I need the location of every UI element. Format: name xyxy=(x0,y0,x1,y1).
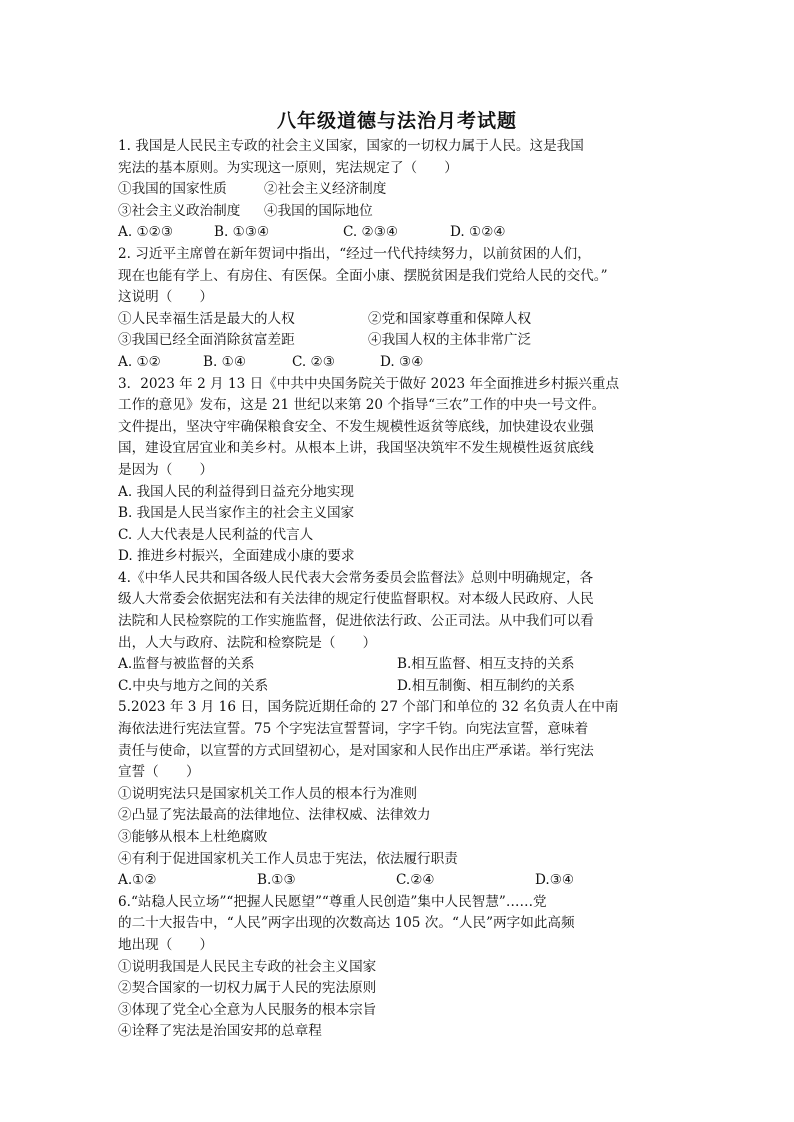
question-3 xyxy=(118,374,690,568)
question-1 xyxy=(118,136,690,244)
question-stem-line: 4.《中华人民共和国各级人民代表大会常务委员会监督法》总则中明确规定，各 xyxy=(118,569,594,586)
answer-option: B. ①③④ xyxy=(214,224,270,241)
statement-item: ②党和国家尊重和保障人权 xyxy=(368,310,532,327)
option-row xyxy=(118,676,690,698)
exam-body xyxy=(118,136,690,1043)
answer-option: B.①③ xyxy=(257,872,296,889)
question-stem-line: 现在也能有学上、有房住、有医保。全面小康、摆脱贫困是我们党给人民的交代。” xyxy=(118,267,608,284)
answer-option: D.相互制衡、相互制约的关系 xyxy=(397,677,575,694)
answer-option: D. ①②④ xyxy=(450,224,506,241)
answer-option: A. 我国人民的利益得到日益充分地实现 xyxy=(118,483,354,500)
answer-option: D. 推进乡村振兴，全面建成小康的要求 xyxy=(118,548,355,565)
answer-option: A. ①②③ xyxy=(118,224,174,241)
question-stem-line: 国，建设宜居宜业和美乡村。从根本上讲，我国坚决筑牢不发生规模性返贫底线 xyxy=(118,440,594,457)
statement-item: ①我国的国家性质 xyxy=(118,181,227,198)
question-stem-line: 宣誓（ ） xyxy=(118,764,200,781)
answer-option: C. ②③④ xyxy=(343,224,399,241)
statement-item: ③体现了党全心全意为人民服务的根本宗旨 xyxy=(118,1001,377,1018)
question-stem-line: 出，人大与政府、法院和检察院是（ ） xyxy=(118,634,377,651)
statement-item: ④我国人权的主体非常广泛 xyxy=(368,332,532,349)
statement-row xyxy=(118,309,690,331)
statement-item: ②社会主义经济制度 xyxy=(264,181,387,198)
statement-row xyxy=(118,179,690,201)
option-row xyxy=(118,352,690,374)
statement-item: ④诠释了宪法是治国安邦的总章程 xyxy=(118,1023,322,1040)
question-stem-line: 地出现（ ） xyxy=(118,936,214,953)
answer-option: A.监督与被监督的关系 xyxy=(118,656,255,673)
statement-item: ②凸显了宪法最高的法律地位、法律权威、法律效力 xyxy=(118,807,431,824)
question-stem-line: 海依法进行宪法宣誓。75 个字宪法宣誓誓词，字字千钧。向宪法宣誓，意味着 xyxy=(118,721,589,738)
answer-option: B.相互监督、相互支持的关系 xyxy=(397,656,575,673)
statement-row xyxy=(118,201,690,223)
question-stem-line: 是因为（ ） xyxy=(118,461,214,478)
answer-option: D.③④ xyxy=(535,872,575,889)
statement-row xyxy=(118,330,690,352)
question-stem-line: 的二十大报告中，“人民”两字出现的次数高达 105 次。“人民”两字如此高频 xyxy=(118,915,575,932)
answer-option: B. 我国是人民当家作主的社会主义国家 xyxy=(118,505,355,522)
answer-option: C. ②③ xyxy=(292,353,335,370)
statement-item: ①说明我国是人民民主专政的社会主义国家 xyxy=(118,958,377,975)
answer-option: C.②④ xyxy=(396,872,435,889)
option-row xyxy=(118,654,690,676)
question-stem-line: 责任与使命，以宣誓的方式回望初心，是对国家和人民作出庄严承诺。举行宪法 xyxy=(118,742,594,759)
statement-item: ④我国的国际地位 xyxy=(264,202,373,219)
answer-option: A.①② xyxy=(118,872,157,889)
question-stem-line: 级人大常委会依据宪法和有关法律的规定行使监督职权。对本级人民政府、人民 xyxy=(118,591,594,608)
statement-item: ③社会主义政治制度 xyxy=(118,202,241,219)
question-6 xyxy=(118,892,690,1043)
question-stem-line: 2. 习近平主席曾在新年贺词中指出，“经过一代代持续努力，以前贫困的人们， xyxy=(118,245,591,262)
question-stem-line: 工作的意见》发布，这是 21 世纪以来第 20 个指导“三农”工作的中央一号文件。 xyxy=(118,397,606,414)
question-stem-line: 法院和人民检察院的工作实施监督，促进依法行政、公正司法。从中我们可以看 xyxy=(118,613,594,630)
statement-item: ③能够从根本上杜绝腐败 xyxy=(118,829,268,845)
question-stem-line: 文件提出，坚决守牢确保粮食安全、不发生规模性返贫等底线，加快建设农业强 xyxy=(118,418,594,435)
question-stem-line: 这说明（ ） xyxy=(118,289,214,306)
option-row xyxy=(118,870,690,892)
option-row xyxy=(118,222,690,244)
answer-option: B. ①④ xyxy=(203,353,247,370)
answer-option: D. ③④ xyxy=(380,353,424,370)
answer-option: C.中央与地方之间的关系 xyxy=(118,677,269,694)
answer-option: A. ①② xyxy=(118,353,161,370)
statement-item: ④有利于促进国家机关工作人员忠于宪法，依法履行职责 xyxy=(118,850,458,867)
question-stem-line: 3．2023 年 2 月 13 日《中共中央国务院关于做好 2023 年全面推进乡村振兴重点 xyxy=(118,375,620,392)
question-stem-line: 5.2023 年 3 月 16 日，国务院近期任命的 27 个部门和单位的 32 名负责人在中南 xyxy=(118,699,619,716)
answer-option: C. 人大代表是人民利益的代言人 xyxy=(118,526,314,543)
statement-item: ②契合国家的一切权力属于人民的宪法原则 xyxy=(118,980,377,997)
statement-item: ③我国已经全面消除贫富差距 xyxy=(118,332,295,349)
question-4 xyxy=(118,568,690,698)
question-stem-line: 1. 我国是人民民主专政的社会主义国家，国家的一切权力属于人民。这是我国 xyxy=(118,138,584,154)
statement-item: ①人民幸福生活是最大的人权 xyxy=(118,310,295,327)
question-2 xyxy=(118,244,690,374)
question-stem-line: 6.“站稳人民立场”“把握人民愿望”“尊重人民创造”集中人民智慧”……党 xyxy=(118,893,547,910)
exam-title: 八年级道德与法治月考试题 xyxy=(276,110,517,132)
statement-item: ①说明宪法只是国家机关工作人员的根本行为准则 xyxy=(118,785,418,802)
question-stem-line: 宪法的基本原则。为实现这一原则，宪法规定了（ ） xyxy=(118,159,458,176)
question-5 xyxy=(118,697,690,891)
